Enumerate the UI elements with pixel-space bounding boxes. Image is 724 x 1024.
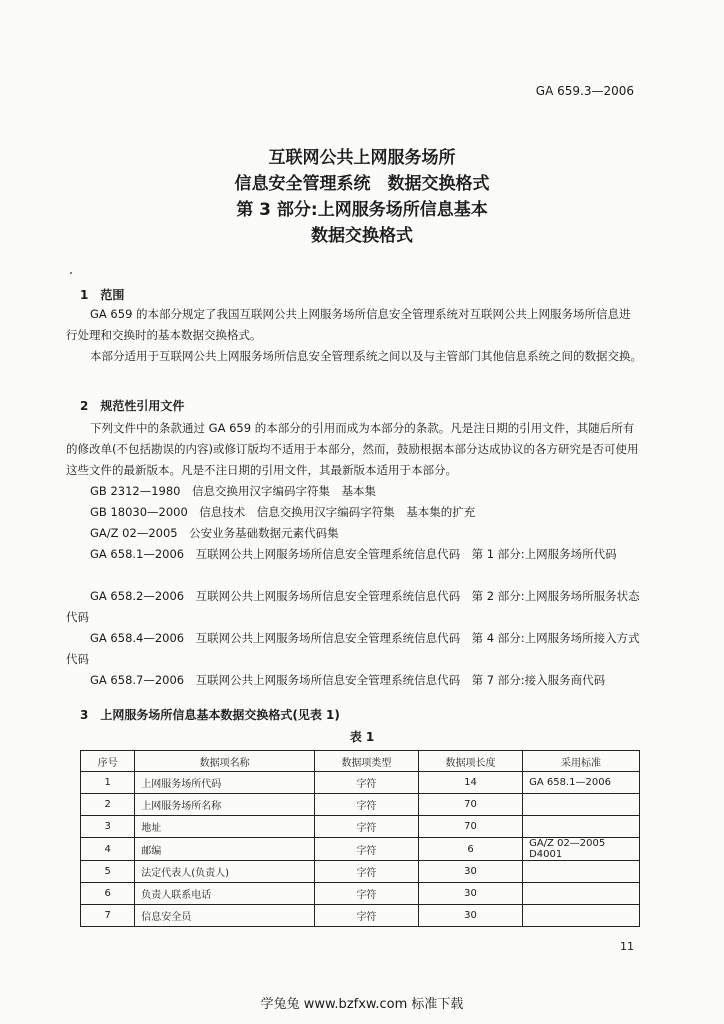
section3-heading: 3 上网服务场所信息基本数据交换格式(见表 1) — [80, 708, 340, 722]
cell-length: 70 — [418, 794, 522, 816]
doc-title-line3: 第 3 部分:上网服务场所信息基本 — [236, 200, 488, 220]
table-row — [81, 905, 640, 927]
cell-no: 2 — [81, 794, 135, 816]
cell-length: 14 — [418, 772, 522, 794]
section2-heading: 2 规范性引用文件 — [80, 399, 185, 413]
cell-type: 字符 — [314, 861, 418, 883]
ref-item — [66, 481, 626, 502]
cell-standard — [523, 816, 640, 838]
table-row — [81, 794, 640, 816]
col-header-no: 序号 — [81, 751, 135, 772]
col-header-name: 数据项名称 — [135, 751, 315, 772]
cell-length: 70 — [418, 816, 522, 838]
ref-gb2312: GB 2312—1980 信息交换用汉字编码字符集 基本集 — [90, 484, 376, 498]
cell-type: 字符 — [314, 816, 418, 838]
data-format-table — [80, 750, 640, 927]
cell-name: 法定代表人(负责人) — [135, 861, 315, 883]
col-header-length: 数据项长度 — [418, 751, 522, 772]
cell-type: 字符 — [314, 794, 418, 816]
cell-name: 信息安全员 — [135, 905, 315, 927]
ref-gaz02: GA/Z 02—2005 公安业务基础数据元素代码集 — [90, 526, 339, 540]
cell-standard — [523, 861, 640, 883]
scan-speck — [70, 272, 72, 274]
ref-ga658-1: GA 658.1—2006 互联网公共上网服务场所信息安全管理系统信息代码 第 1 部分:上网服务场所代码 — [90, 547, 617, 561]
section1-para1: GA 659 的本部分规定了我国互联网公共上网服务场所信息安全管理系统对互联网公共上网服务场所信息进行处理和交换时的基本数据交换格式。 — [66, 307, 631, 342]
col-header-standard: 采用标准 — [523, 751, 640, 772]
ref-ga658-2: GA 658.2—2006 互联网公共上网服务场所信息安全管理系统信息代码 第 2 部分:上网服务场所服务状态代码 — [66, 589, 640, 624]
cell-no: 3 — [81, 816, 135, 838]
ref-ga658-7: GA 658.7—2006 互联网公共上网服务场所信息安全管理系统信息代码 第 7 部分:接入服务商代码 — [90, 673, 606, 687]
section1-para2: 本部分适用于互联网公共上网服务场所信息安全管理系统之间以及与主管部门其他信息系统之间的数据交换。 — [90, 349, 642, 363]
table-header-row — [81, 751, 640, 772]
section1-heading: 1 范围 — [80, 288, 125, 302]
cell-no: 1 — [81, 772, 135, 794]
cell-standard: GA 658.1—2006 — [523, 772, 640, 794]
cell-type: 字符 — [314, 883, 418, 905]
cell-standard: GA/Z 02—2005 D4001 — [523, 838, 640, 861]
cell-type: 字符 — [314, 838, 418, 861]
ref-ga658-4: GA 658.4—2006 互联网公共上网服务场所信息安全管理系统信息代码 第 4 部分:上网服务场所接入方式代码 — [66, 631, 640, 666]
cell-standard — [523, 794, 640, 816]
cell-length: 30 — [418, 905, 522, 927]
cell-type: 字符 — [314, 905, 418, 927]
ref-gb18030: GB 18030—2000 信息技术 信息交换用汉字编码字符集 基本集的扩充 — [90, 505, 476, 519]
doc-title-line2: 信息安全管理系统 数据交换格式 — [234, 174, 490, 194]
cell-name: 邮编 — [135, 838, 315, 861]
table-row — [81, 772, 640, 794]
ref-item — [66, 502, 626, 523]
section2-intro: 下列文件中的条款通过 GA 659 的本部分的引用而成为本部分的条款。凡是注日期的引用文件，其随后所有的修改单(不包括勘误的内容)或修订版均不适用于本部分，然而，鼓励根据本部分达成协议的各方研究是否可使用这些文件的最新版本。凡是不注日期的引用文件，其最新版本适用于本部分。 — [66, 421, 639, 477]
cell-no: 4 — [81, 838, 135, 861]
table-row — [81, 861, 640, 883]
cell-standard — [523, 883, 640, 905]
table-caption: 表 1 — [349, 730, 375, 744]
doc-title-line4: 数据交换格式 — [311, 226, 413, 246]
table-row — [81, 838, 640, 861]
cell-standard — [523, 905, 640, 927]
cell-name: 负责人联系电话 — [135, 883, 315, 905]
cell-length: 30 — [418, 883, 522, 905]
table-row — [81, 883, 640, 905]
doc-title-line1: 互联网公共上网服务场所 — [268, 148, 456, 168]
footer-watermark: 学兔兔 www.bzfxw.com 标准下载 — [260, 997, 464, 1012]
cell-length: 30 — [418, 861, 522, 883]
cell-no: 7 — [81, 905, 135, 927]
standard-code: GA 659.3—2006 — [535, 84, 634, 98]
cell-name: 上网服务场所代码 — [135, 772, 315, 794]
col-header-type: 数据项类型 — [314, 751, 418, 772]
cell-no: 6 — [81, 883, 135, 905]
cell-name: 上网服务场所名称 — [135, 794, 315, 816]
page-number: 11 — [620, 940, 634, 953]
ref-item — [66, 523, 626, 544]
cell-type: 字符 — [314, 772, 418, 794]
cell-no: 5 — [81, 861, 135, 883]
cell-name: 地址 — [135, 816, 315, 838]
table-row — [81, 816, 640, 838]
cell-length: 6 — [418, 838, 522, 861]
